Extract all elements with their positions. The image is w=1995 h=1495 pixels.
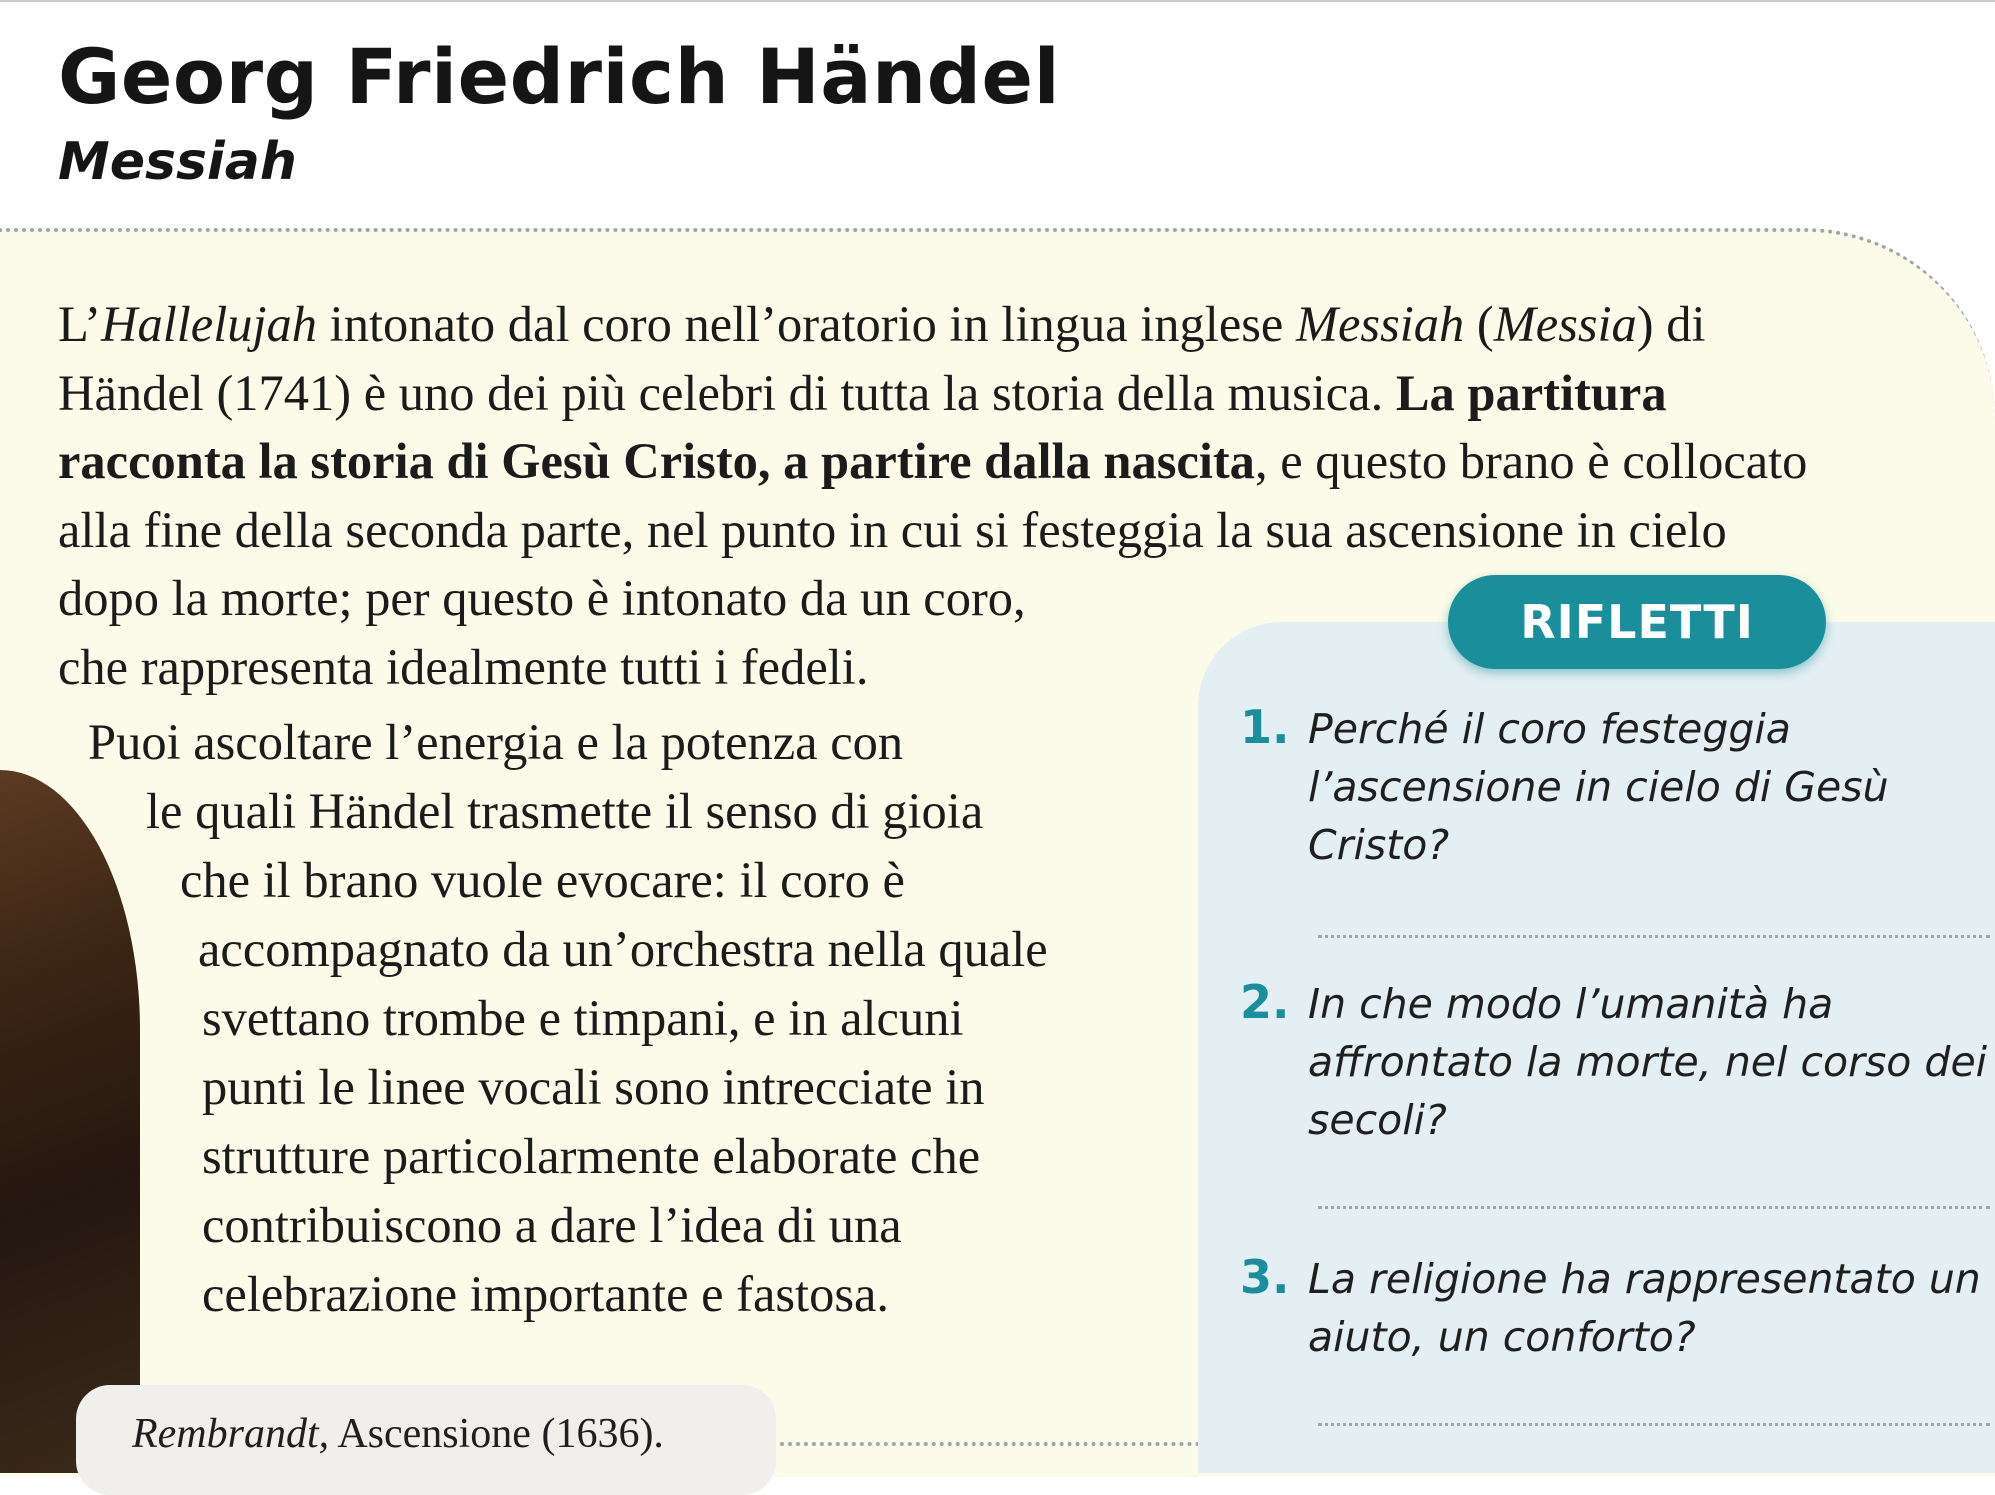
caption-year: (1636). bbox=[530, 1411, 664, 1457]
body-line: strutture particolarmente elaborate che bbox=[202, 1128, 981, 1184]
question-1-number: 1. bbox=[1240, 700, 1290, 754]
question-1-text: Perché il coro festeggia l’ascensione in cielo di Gesù Cristo? bbox=[1308, 705, 1889, 869]
caption-artist: Rembrandt, bbox=[132, 1411, 330, 1457]
intro-line-6: che rappresenta idealmente tutti i fedeli. bbox=[58, 638, 869, 695]
page-title: Georg Friedrich Händel bbox=[58, 32, 1061, 121]
answer-line-1[interactable] bbox=[1318, 935, 1990, 938]
answer-line-2[interactable] bbox=[1318, 1206, 1990, 1209]
intro-line-2: Händel (1741) è uno dei più celebri di tutta la storia della musica. La partitura bbox=[58, 364, 1667, 421]
question-3-number: 3. bbox=[1240, 1250, 1290, 1304]
body-line: contribuiscono a dare l’idea di una bbox=[202, 1197, 902, 1253]
question-3-text: La religione ha rappresentato un aiuto, un conforto? bbox=[1308, 1255, 1981, 1361]
painting-caption bbox=[132, 1410, 664, 1458]
answer-line-3[interactable] bbox=[1318, 1423, 1990, 1426]
intro-line-3: racconta la storia di Gesù Cristo, a partire dalla nascita, e questo brano è collocato bbox=[58, 433, 1808, 489]
body-line: accompagnato da un’orchestra nella quale bbox=[198, 921, 1048, 977]
body-line: le quali Händel trasmette il senso di gioia bbox=[146, 783, 984, 839]
page-subtitle: Messiah bbox=[58, 132, 297, 192]
body-line: svettano trombe e timpani, e in alcuni bbox=[202, 990, 964, 1046]
question-2-number: 2. bbox=[1240, 975, 1290, 1029]
rifletti-badge: RIFLETTI bbox=[1448, 575, 1826, 669]
intro-line-4: alla fine della seconda parte, nel punto in cui si festeggia la sua ascensione in cielo bbox=[58, 501, 1727, 558]
question-2-text: In che modo l’umanità ha affrontato la morte, nel corso dei secoli? bbox=[1308, 980, 1988, 1144]
body-line: celebrazione importante e fastosa. bbox=[202, 1266, 890, 1322]
intro-line-1: L’Hallelujah intonato dal coro nell’oratorio in lingua inglese Messiah (Messia) di bbox=[58, 296, 1706, 352]
body-line: punti le linee vocali sono intrecciate in bbox=[202, 1059, 985, 1115]
body-line: Puoi ascoltare l’energia e la potenza con bbox=[88, 714, 904, 770]
caption-work: Ascensione bbox=[329, 1411, 531, 1457]
caption-dotted-rule bbox=[780, 1442, 1200, 1446]
top-rule bbox=[0, 0, 1995, 2]
intro-line-5: dopo la morte; per questo è intonato da un coro, bbox=[58, 570, 1026, 626]
body-line: che il brano vuole evocare: il coro è bbox=[180, 852, 905, 908]
